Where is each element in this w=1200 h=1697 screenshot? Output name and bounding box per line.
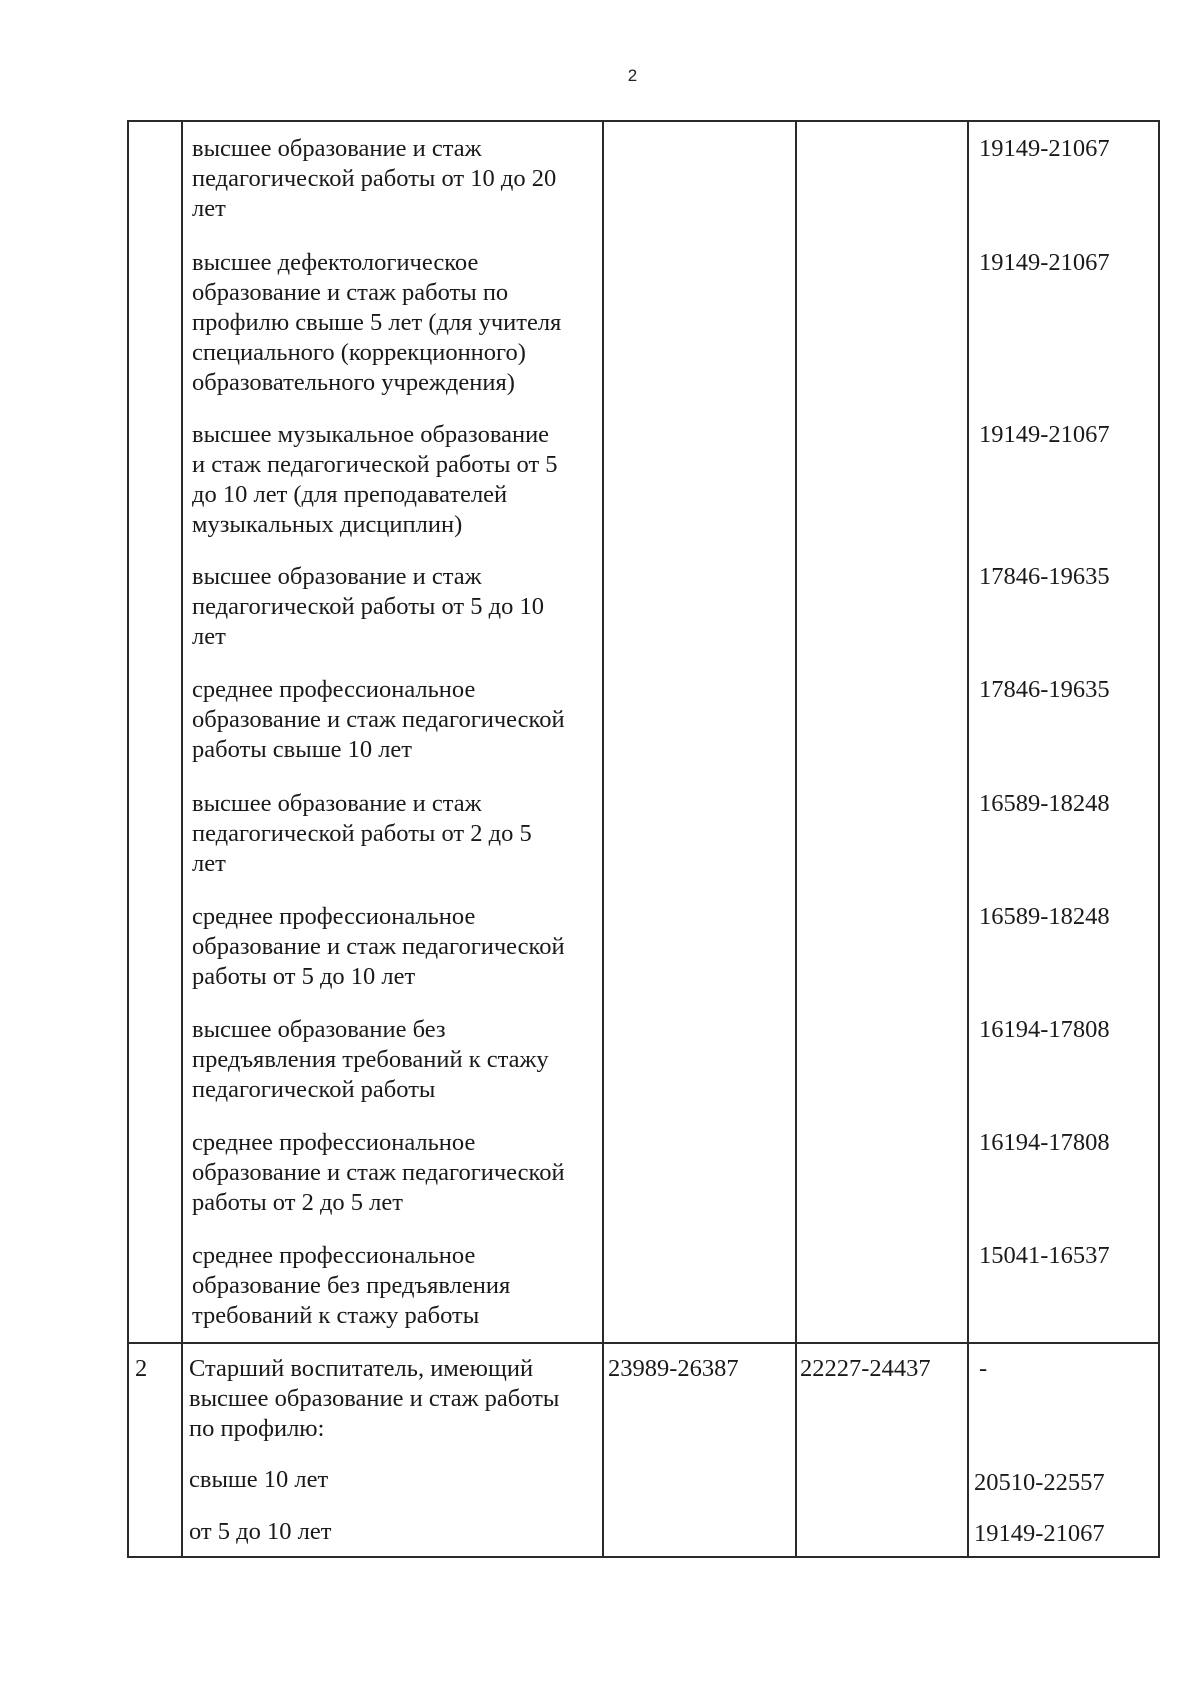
salary-range: 16589-18248 [979, 790, 1110, 817]
salary-range: 17846-19635 [979, 676, 1110, 703]
table-border-top [127, 120, 1160, 122]
qualification-text: высшее образование и стаж педагогической работы от 2 до 5 лет [192, 790, 532, 877]
row-number: 2 [135, 1355, 148, 1382]
salary-range: 16194-17808 [979, 1016, 1110, 1043]
salary-range: 15041-16537 [979, 1242, 1110, 1269]
qualification-text: высшее образование без предъявления требований к стажу педагогической работы [192, 1016, 549, 1103]
salary-range: 19149-21067 [979, 135, 1110, 162]
salary-range: 19149-21067 [974, 1520, 1105, 1547]
qualification-text: высшее образование и стаж педагогической работы от 5 до 10 лет [192, 563, 544, 650]
qualification-text: среднее профессиональное образование и стаж педагогической работы от 2 до 5 лет [192, 1129, 565, 1216]
salary-range: 16589-18248 [979, 903, 1110, 930]
salary-column-5: - [979, 1355, 988, 1382]
qualification-text: среднее профессиональное образование и стаж педагогической работы свыше 10 лет [192, 676, 565, 763]
position-title: Старший воспитатель, имеющий высшее образование и стаж работы по профилю: [189, 1355, 560, 1442]
salary-range: 19149-21067 [979, 421, 1110, 448]
salary-range: 20510-22557 [974, 1469, 1105, 1496]
experience-subitem: свыше 10 лет [189, 1466, 329, 1493]
salary-table [127, 120, 1160, 1558]
qualification-text: среднее профессиональное образование и стаж педагогической работы от 5 до 10 лет [192, 903, 565, 990]
row-divider [127, 1342, 1160, 1344]
qualification-text: среднее профессиональное образование без предъявления требований к стажу работы [192, 1242, 511, 1329]
salary-range: 17846-19635 [979, 563, 1110, 590]
salary-range: 16194-17808 [979, 1129, 1110, 1156]
page-number: 2 [627, 66, 638, 85]
salary-column-3: 23989-26387 [608, 1355, 739, 1382]
salary-range: 19149-21067 [979, 249, 1110, 276]
qualification-text: высшее музыкальное образование и стаж педагогической работы от 5 до 10 лет (для преподавателей музыкальных дисциплин) [192, 421, 558, 538]
experience-subitem: от 5 до 10 лет [189, 1518, 332, 1545]
salary-column-4: 22227-24437 [800, 1355, 931, 1382]
qualification-text: высшее образование и стаж педагогической работы от 10 до 20 лет [192, 135, 557, 222]
qualification-text: высшее дефектологическое образование и стаж работы по профилю свыше 5 лет (для учителя специального (коррекционного) образовательного учреждения) [192, 249, 562, 396]
table-border-bottom [127, 1556, 1160, 1558]
